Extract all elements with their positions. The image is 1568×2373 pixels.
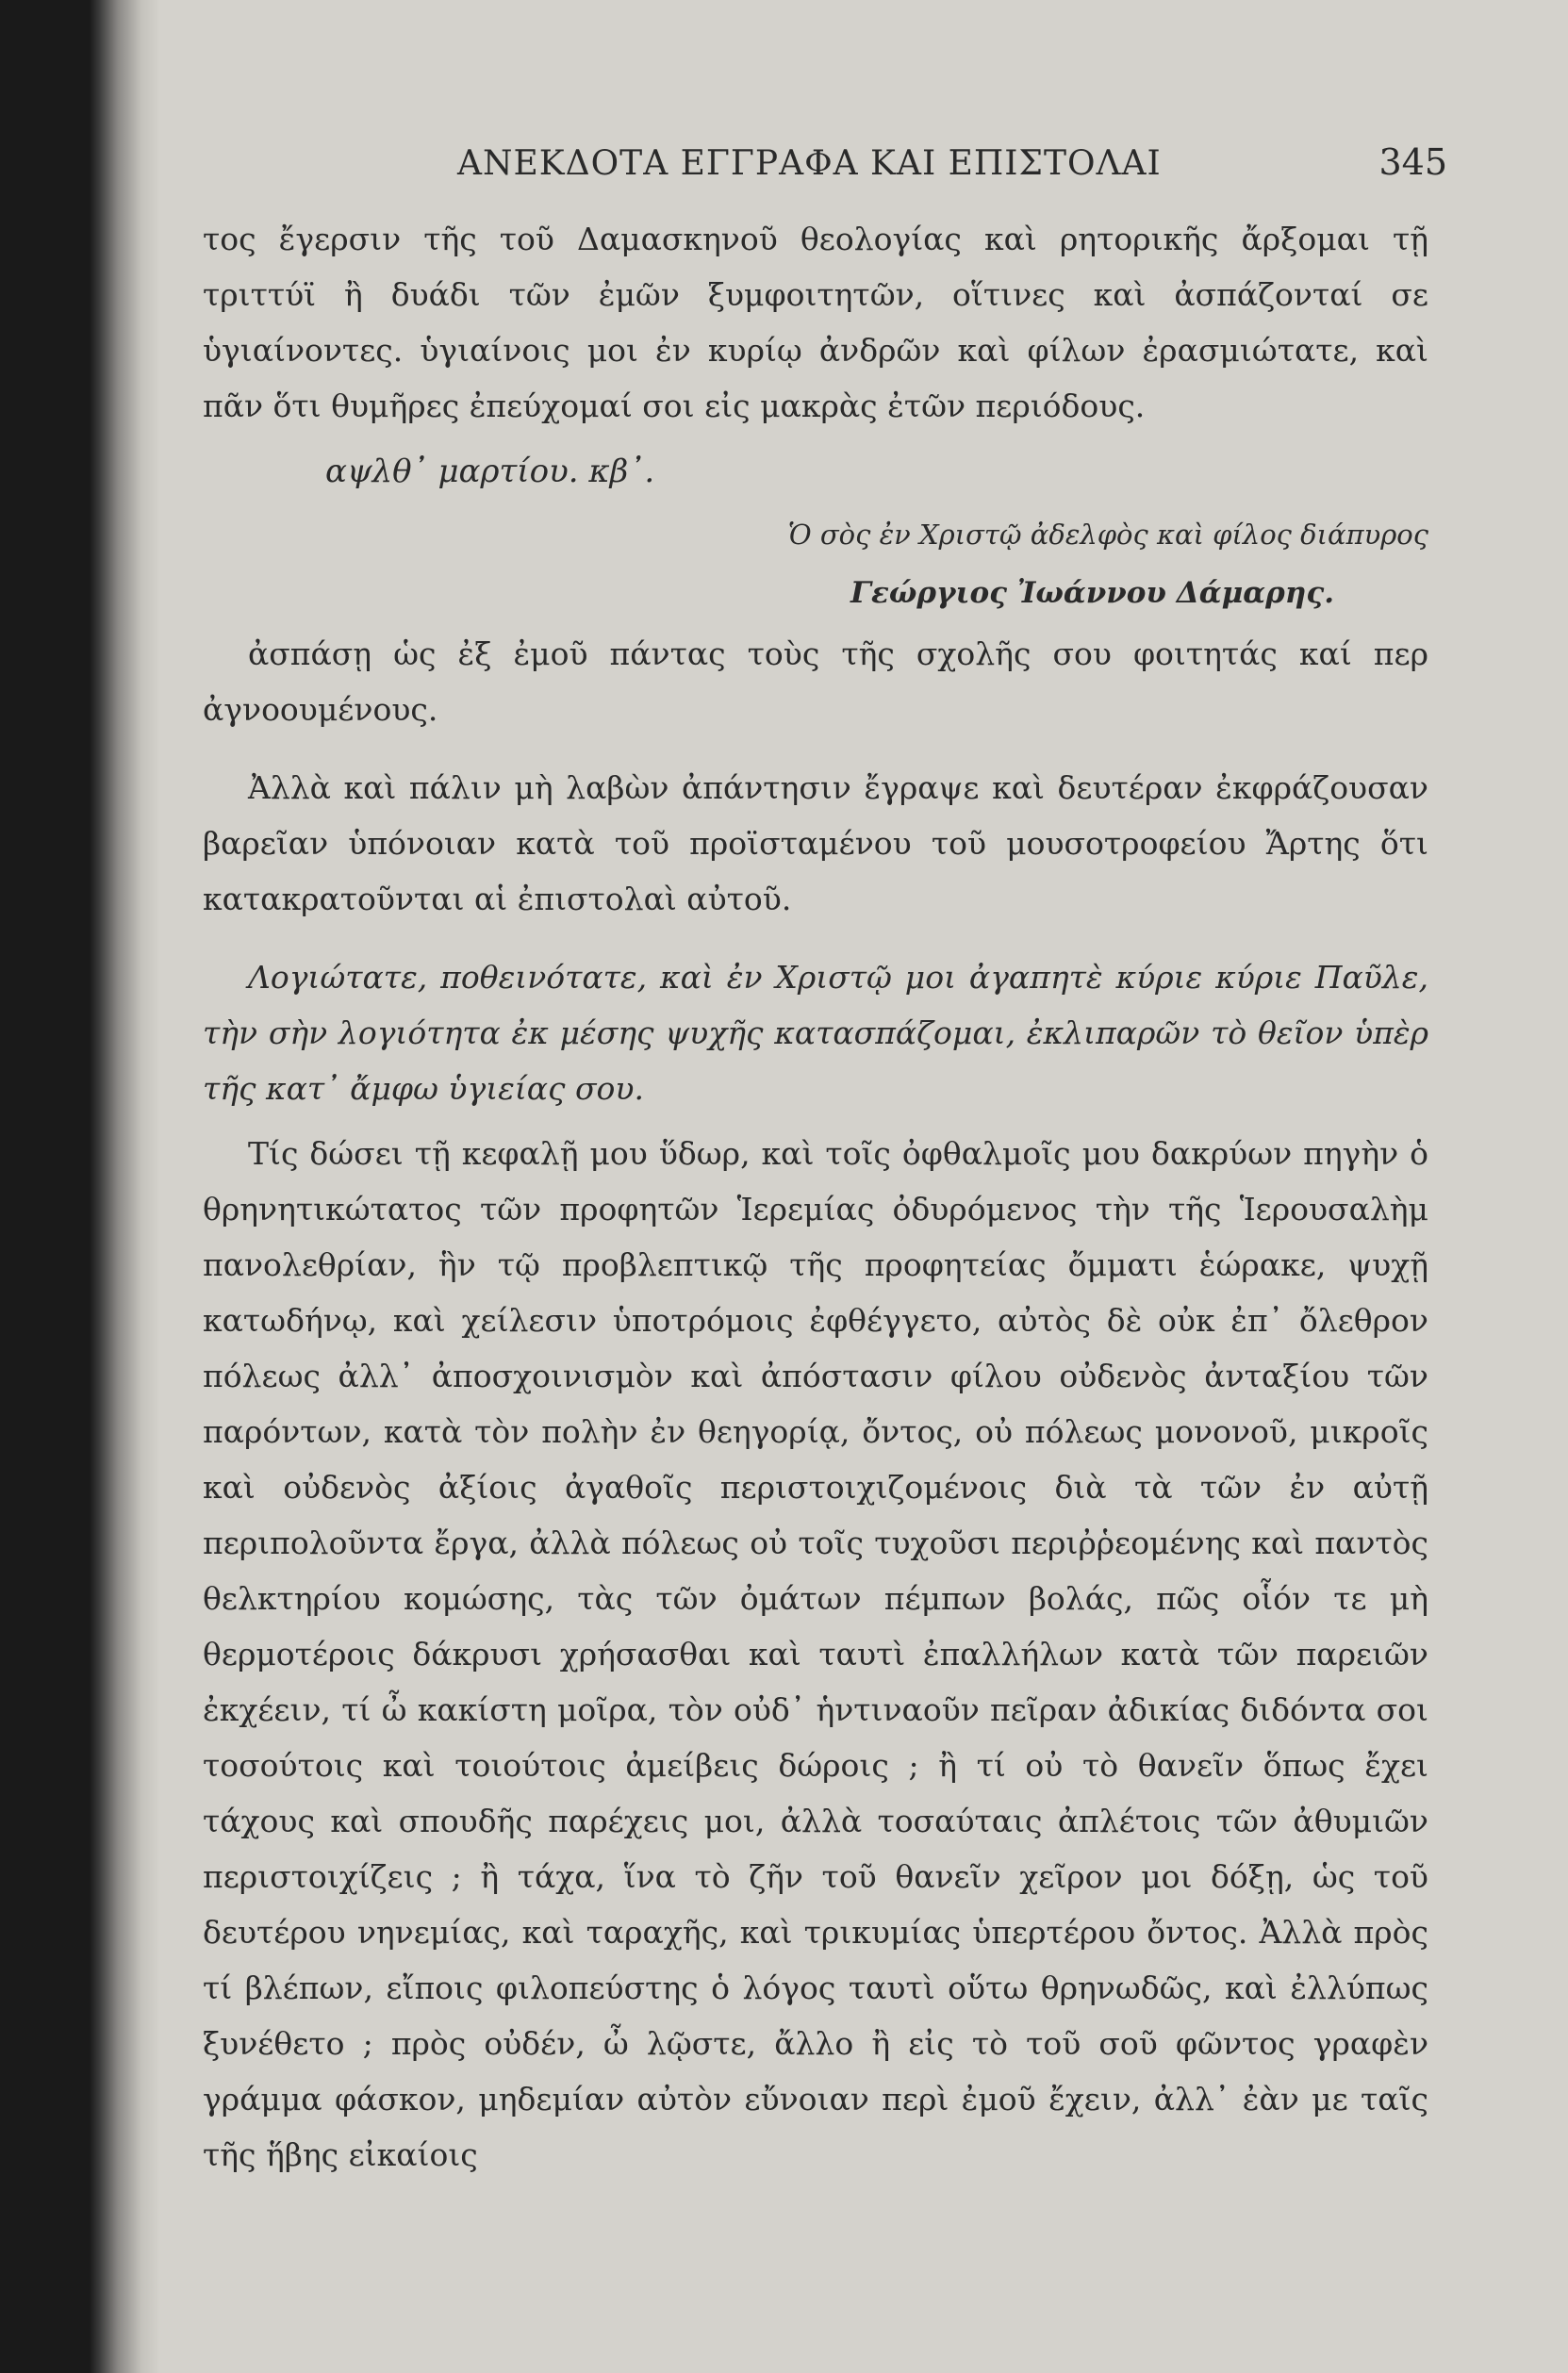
editor-intro-paragraph: Ἀλλὰ καὶ πάλιν μὴ λαβὼν ἀπάντησιν ἔγραψε καὶ δευτέραν ἐκφράζουσαν βαρεῖαν ὑπόνοιαν κατὰ τοῦ προϊσταμένου τοῦ μουσοτροφείου Ἄρτης ὅτι κατακρατοῦνται αἱ ἐπιστολαὶ αὐτοῦ. [203, 769, 1428, 917]
section-gap [203, 1116, 1428, 1126]
section-gap [203, 737, 1428, 760]
book-page [203, 141, 1447, 2183]
letter-closing-formula: Ὁ σὸς ἐν Χριστῷ ἀδελφὸς καὶ φίλος διάπυρος [787, 519, 1428, 551]
page-header [203, 141, 1447, 183]
letter-signature: Γεώργιος Ἰωάννου Δάμαρης. [850, 576, 1334, 610]
letter-closing-paragraph: τος ἔγερσιν τῆς τοῦ Δαμασκηνοῦ θεολογίας καὶ ρητορικῆς ἄρξομαι τῇ τριττύϊ ἢ δυάδι τῶν ἐμῶν ξυμφοιτητῶν, οἵτινες καὶ ἀσπάζονταί σε ὑγιαίνοντες. ὑγιαίνοις μοι ἐν κυρίῳ ἀνδρῶν καὶ φίλων ἐρασμιώτατε, καὶ πᾶν ὅτι θυμῆρες ἐπεύχομαί σοι εἰς μακρὰς ἐτῶν περιόδους. [203, 221, 1428, 424]
letter-date: αψλθ᾽ μαρτίου. κβ᾽. [325, 453, 655, 490]
page-number: 345 [1378, 141, 1447, 183]
letter-salutation: Λογιώτατε, ποθεινότατε, καὶ ἐν Χριστῷ μοι ἀγαπητὲ κύριε κύριε Παῦλε, τὴν σὴν λογιότητα ἐκ μέσης ψυχῆς κατασπάζομαι, ἐκλιπαρῶν τὸ θεῖον ὑπὲρ τῆς κατ᾽ ἄμφω ὑγιείας σου. [203, 959, 1428, 1107]
section-gap [203, 927, 1428, 949]
running-title: ΑΝΕΚΔΟΤΑ ΕΓΓΡΑΦΑ ΚΑΙ ΕΠΙΣΤΟΛΑΙ [457, 144, 1162, 183]
letter-postscript: ἀσπάσῃ ὡς ἐξ ἐμοῦ πάντας τοὺς τῆς σχολῆς σου φοιτητάς καί περ ἀγνοουμένους. [203, 635, 1428, 728]
letter-body-paragraph: Τίς δώσει τῇ κεφαλῇ μου ὕδωρ, καὶ τοῖς ὀφθαλμοῖς μου δακρύων πηγὴν ὁ θρηνητικώτατος τῶν προφητῶν Ἱερεμίας ὀδυρόμενος τὴν τῆς Ἱερουσαλὴμ πανολεθρίαν, ἣν τῷ προβλεπτικῷ τῆς προφητείας ὄμματι ἑώρακε, ψυχῇ κατωδήνῳ, καὶ χείλεσιν ὑποτρόμοις ἐφθέγγετο, αὐτὸς δὲ οὐκ ἐπ᾽ ὄλεθρον πόλεως ἀλλ᾽ ἀποσχοινισμὸν καὶ ἀπόστασιν φίλου οὐδενὸς ἀνταξίου τῶν παρόντων, κατὰ τὸν πολὴν ἐν θεηγορίᾳ, ὄντος, οὐ πόλεως μονονοῦ, μικροῖς καὶ οὐδενὸς ἀξίοις ἀγαθοῖς περιστοιχιζομένοις διὰ τὰ τῶν ἐν αὐτῇ περιπολοῦντα ἔργα, ἀλλὰ πόλεως οὐ τοῖς τυχοῦσι περιῤῥεομένης καὶ παντὸς θελκτηρίου κομώσης, τὰς τῶν ὀμάτων πέμπων βολάς, πῶς οἷόν τε μὴ θερμοτέροις δάκρυσι χρήσασθαι καὶ ταυτὶ ἐπαλλήλων κατὰ τῶν παρειῶν ἐκχέειν, τί ὦ κακίστη μοῖρα, τὸν οὐδ᾽ ἡντιναοῦν πεῖραν ἀδικίας διδόντα σοι τοσούτοις καὶ τοιούτοις ἀμείβεις δώροις ; ἢ τί οὐ τὸ θανεῖν ὅπως ἔχει τάχους καὶ σπουδῆς παρέχεις μοι, ἀλλὰ τοσαύταις ἀπλέτοις τῶν ἀθυμιῶν περιστοιχίζεις ; ἢ τάχα, ἵνα τὸ ζῆν τοῦ θανεῖν χεῖρον μοι δόξῃ, ὡς τοῦ δευτέρου νηνεμίας, καὶ ταραχῆς, καὶ τρικυμίας ὑπερτέρου ὄντος. Ἀλλὰ πρὸς τί βλέπων, εἴποις φιλοπεύστης ὁ λόγος ταυτὶ οὕτω θρηνωδῶς, καὶ ἐλλύπως ξυνέθετο ; πρὸς οὐδέν, ὦ λῷστε, ἄλλο ἢ εἰς τὸ τοῦ σοῦ φῶντος γραφὲν γράμμα φάσκον, μηδεμίαν αὐτὸν εὔνοιαν περὶ ἐμοῦ ἔχειν, ἀλλ᾽ ἐὰν με ταῖς τῆς ἥβης εἰκαίοις [203, 1135, 1428, 2173]
book-binding-shadow [0, 0, 160, 2373]
